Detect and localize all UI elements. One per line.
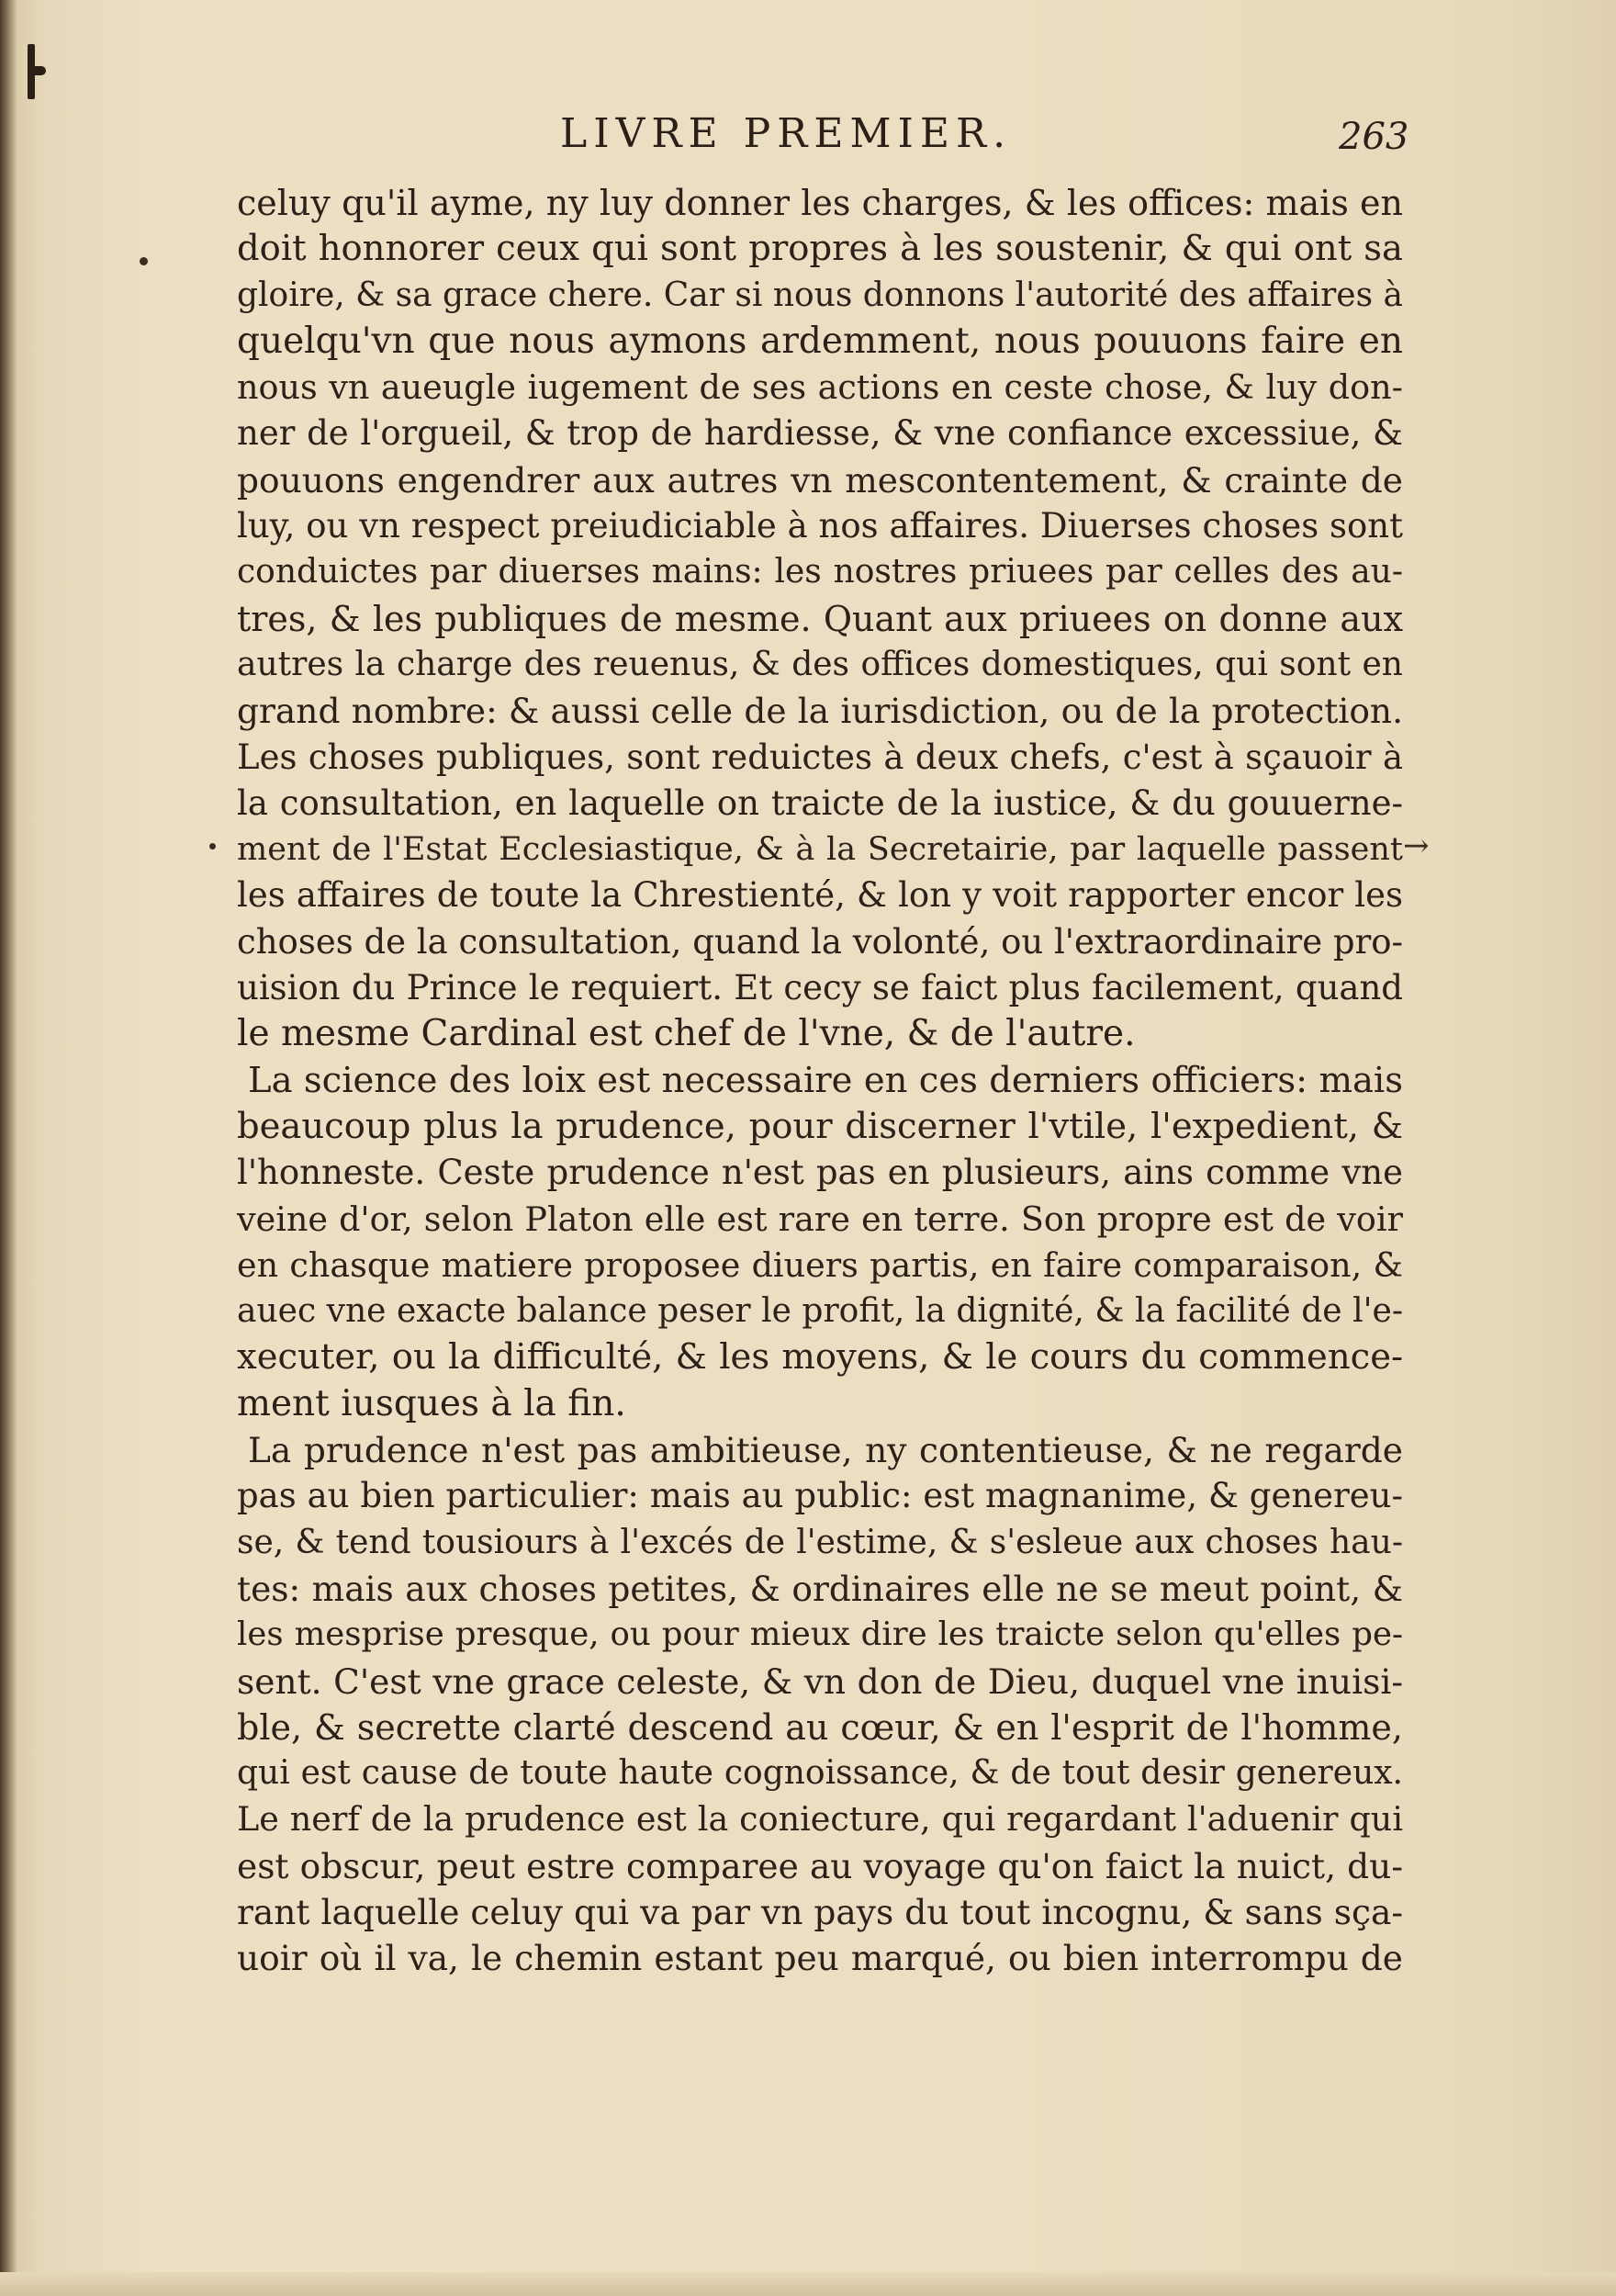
text-line: qui est cause de toute haute cognoissance, & de tout desir genereux. <box>237 1754 1403 1793</box>
text-line: tes: mais aux choses petites, & ordinaires elle ne se meut point, & <box>237 1568 1403 1609</box>
text-line: uoir où il va, le chemin estant peu marqué, ou bien interrompu de <box>237 1938 1403 1979</box>
text-line: en chasque matiere proposee diuers partis, en faire comparaison, & <box>237 1244 1403 1285</box>
text-line: Le nerf de la prudence est la coniecture, qui regardant l'aduenir qui <box>237 1799 1403 1840</box>
text-line: l'honneste. Ceste prudence n'est pas en plusieurs, ains comme vne <box>237 1153 1403 1193</box>
margin-ink-spot <box>140 257 148 265</box>
text-line: pouuons engendrer aux autres vn mescontentement, & crainte de <box>237 459 1403 501</box>
text-line: ble, & secrette clarté descend au cœur, & en l'esprit de l'homme, <box>237 1706 1403 1748</box>
text-line: gloire, & sa grace chere. Car si nous donnons l'autorité des affaires à <box>237 276 1403 314</box>
text-line: ment de l'Estat Ecclesiastique, & à la Secretairie, par laquelle passent <box>237 831 1403 869</box>
text-line: ner de l'orgueil, & trop de hardiesse, & vne confiance excessiue, & <box>237 413 1403 454</box>
margin-arrow-icon: → <box>1403 827 1430 864</box>
page-gutter-shadow <box>0 0 17 2296</box>
text-line: quelqu'vn que nous aymons ardemment, nous pouuons faire en <box>237 320 1403 362</box>
text-line: La prudence n'est pas ambitieuse, ny contentieuse, & ne regarde <box>248 1430 1403 1471</box>
text-line: pas au bien particulier: mais au public: est magnanime, & genereu- <box>237 1476 1403 1516</box>
text-line: les mesprise presque, ou pour mieux dire les traicte selon qu'elles pe- <box>237 1615 1403 1654</box>
text-line: le mesme Cardinal est chef de l'vne, & de l'autre. <box>237 1013 1136 1055</box>
text-line: auec vne exacte balance peser le profit, la dignité, & la facilité de l'e- <box>237 1292 1403 1331</box>
page-header <box>0 110 1616 165</box>
body-text <box>237 180 1403 1982</box>
page-number: 263 <box>1339 116 1409 158</box>
text-line: celuy qu'il ayme, ny luy donner les charges, & les offices: mais en <box>237 183 1403 223</box>
text-line: luy, ou vn respect preiudiciable à nos affaires. Diuerses choses sont <box>237 506 1403 546</box>
text-line: choses de la consultation, quand la volonté, ou l'extraordinaire pro- <box>237 921 1404 962</box>
text-line: Les choses publiques, sont reduictes à deux chefs, c'est à sçauoir à <box>237 737 1403 777</box>
text-line: grand nombre: & aussi celle de la iurisdiction, ou de la protection. <box>237 691 1403 732</box>
text-line: veine d'or, selon Platon elle est rare en terre. Son propre est de voir <box>237 1199 1403 1239</box>
text-line: xecuter, ou la difficulté, & les moyens, & le cours du commence- <box>237 1336 1403 1379</box>
text-line: se, & tend tousiours à l'excés de l'estime, & s'esleue aux choses hau- <box>237 1523 1403 1561</box>
text-line: La science des loix est necessaire en ces derniers officiers: mais <box>248 1059 1403 1101</box>
text-line: tres, & les publiques de mesme. Quant aux priuees on donne aux <box>237 598 1403 639</box>
text-line: la consultation, en laquelle on traicte de la iustice, & du gouuerne- <box>237 782 1403 823</box>
text-line: autres la charge des reuenus, & des offices domestiques, qui sont en <box>237 645 1403 683</box>
page-bottom-edge <box>0 2272 1616 2296</box>
text-line: uision du Prince le requiert. Et cecy se faict plus facilement, quand <box>237 968 1403 1008</box>
margin-ink-spot <box>209 843 216 850</box>
text-line: ment iusques à la fin. <box>237 1382 626 1424</box>
text-line: est obscur, peut estre comparee au voyage qu'on faict la nuict, du- <box>237 1845 1403 1886</box>
text-line: nous vn aueugle iugement de ses actions en ceste chose, & luy don- <box>237 367 1403 408</box>
text-line: beaucoup plus la prudence, pour discerner l'vtile, l'expedient, & <box>237 1105 1403 1147</box>
running-head: LIVRE PREMIER. <box>560 110 1013 157</box>
text-line: rant laquelle celuy qui va par vn pays du tout incognu, & sans sça- <box>237 1891 1403 1932</box>
text-line: sent. C'est vne grace celeste, & vn don de Dieu, duquel vne inuisi- <box>237 1660 1403 1702</box>
text-line: conduictes par diuerses mains: les nostres priuees par celles des au- <box>237 553 1403 591</box>
bookmark-tab-icon <box>28 44 35 99</box>
text-line: les affaires de toute la Chrestienté, & lon y voit rapporter encor les <box>237 875 1403 916</box>
text-line: doit honnorer ceux qui sont propres à les soustenir, & qui ont sa <box>237 228 1403 270</box>
